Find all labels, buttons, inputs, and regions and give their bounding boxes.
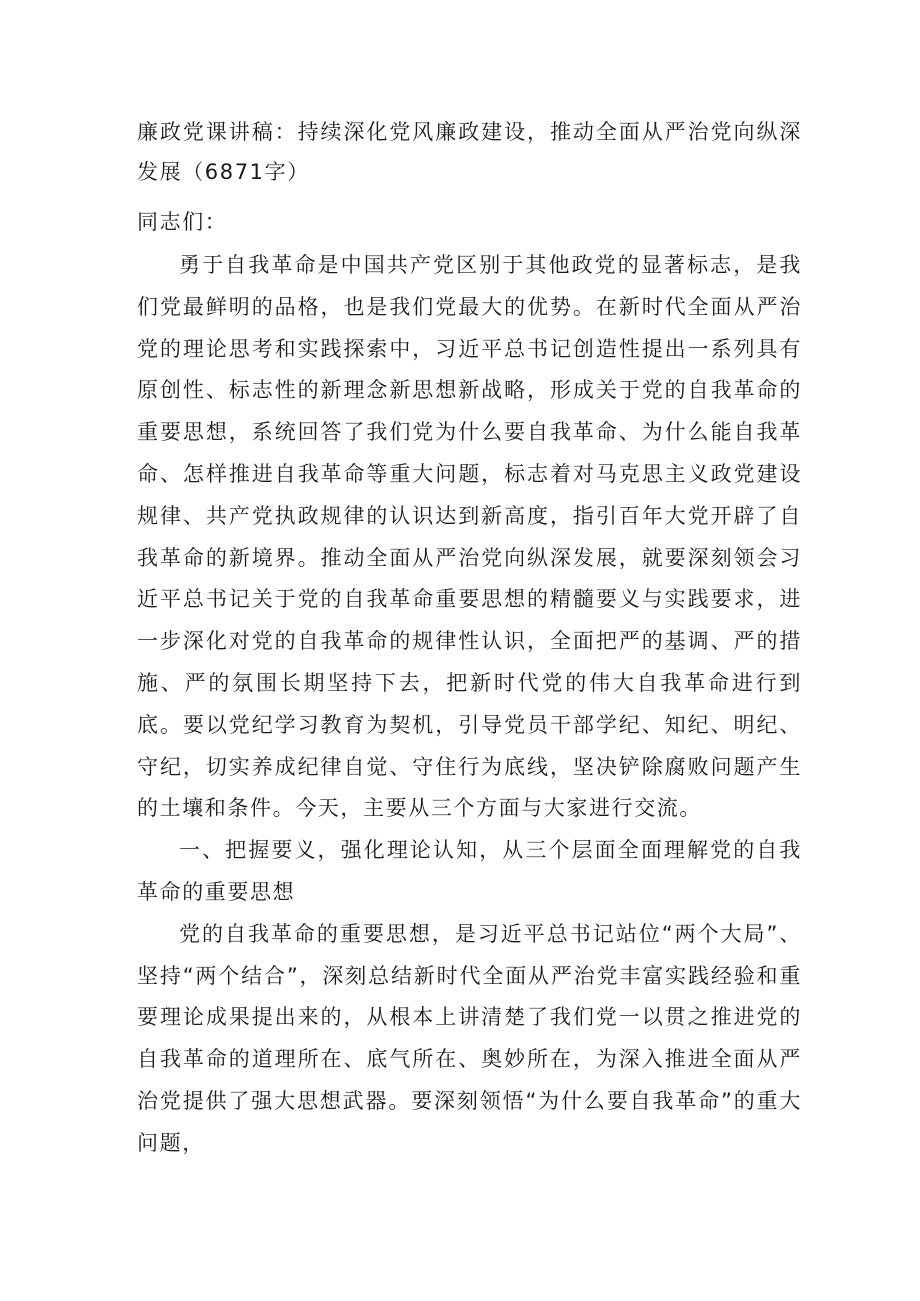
section-heading-1: 一、把握要义，强化理论认知，从三个层面全面理解党的自我革命的重要思想 bbox=[137, 838, 802, 904]
salutation: 同志们： bbox=[137, 210, 228, 234]
section-paragraph-1: 党的自我革命的重要思想，是习近平总书记站位“两个大局”、坚持“两个结合”，深刻总结新时代全面从严治党丰富实践经验和重要理论成果提出来的，从根本上讲清楚了我们党一以贯之推进党的自我革命的道理所在、底气所在、奥妙所在，为深入推进全面从严治党提供了强大思想武器。要深刻领悟“为什么要自我革命”的重大问题， bbox=[137, 921, 802, 1155]
document-title: 廉政党课讲稿：持续深化党风廉政建设，推动全面从严治党向纵深发展（6871字） bbox=[137, 120, 802, 184]
intro-paragraph: 勇于自我革命是中国共产党区别于其他政党的显著标志，是我们党最鲜明的品格，也是我们党最大的优势。在新时代全面从严治党的理论思考和实践探索中，习近平总书记创造性提出一系列具有原创性、标志性的新理念新思想新战略，形成关于党的自我革命的重要思想，系统回答了我们党为什么要自我革命、为什么能自我革命、怎样推进自我革命等重大问题，标志着对马克思主义政党建设规律、共产党执政规律的认识达到新高度，指引百年大党开辟了自我革命的新境界。推动全面从严治党向纵深发展，就要深刻领会习近平总书记关于党的自我革命重要思想的精髓要义与实践要求，进一步深化对党的自我革命的规律性认识，全面把严的基调、严的措施、严的氛围长期坚持下去，把新时代党的伟大自我革命进行到底。要以党纪学习教育为契机，引导党员干部学纪、知纪、明纪、守纪，切实养成纪律自觉、守住行为底线，坚决铲除腐败问题产生的土壤和条件。今天，主要从三个方面与大家进行交流。 bbox=[137, 253, 802, 821]
